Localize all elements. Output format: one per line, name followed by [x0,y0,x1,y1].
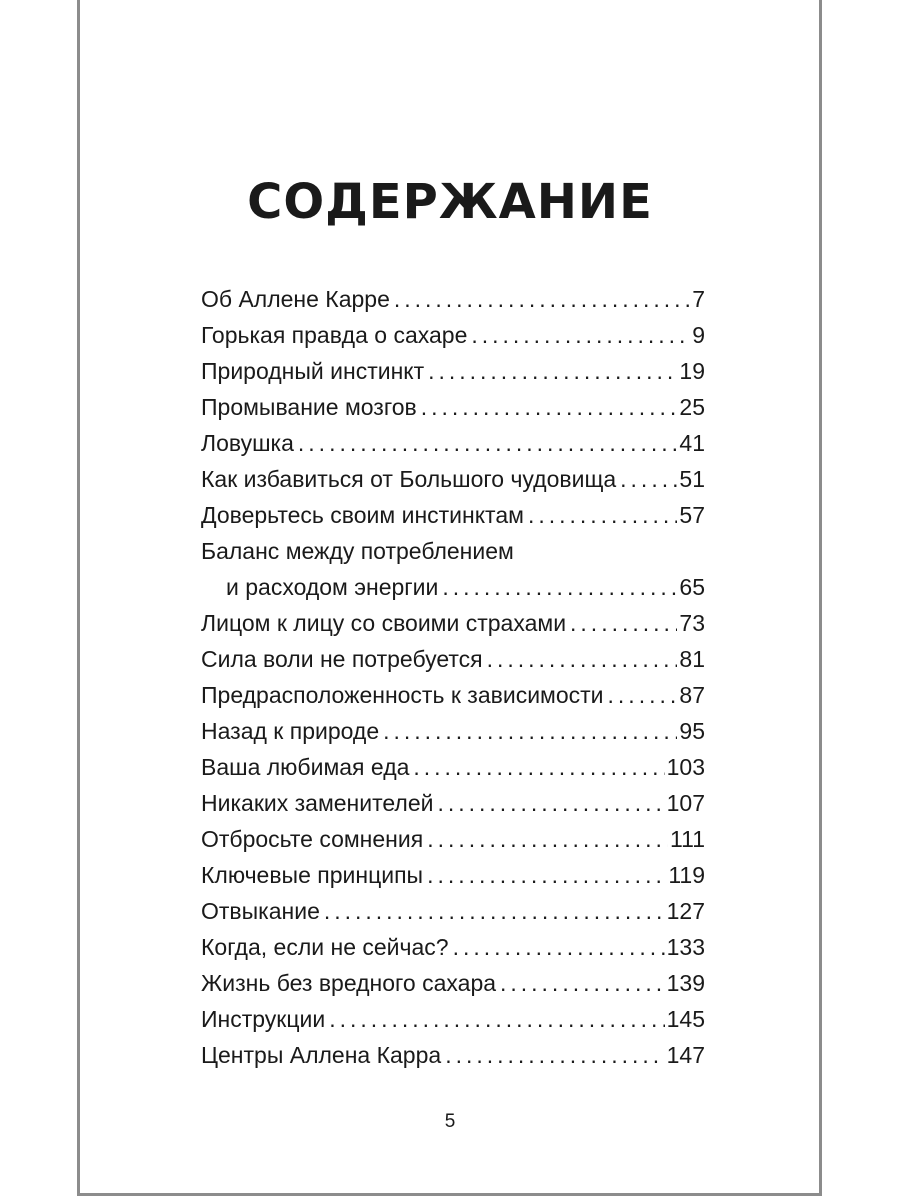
toc-entry-page: 119 [668,862,705,888]
toc-entry [201,857,705,893]
toc-entry [201,389,705,425]
toc-entry-title: Предрасположенность к зависимости [201,682,604,708]
dot-leader [427,857,666,893]
toc-entry-page: 25 [679,394,705,420]
toc-entry [201,893,705,929]
toc-entry [201,929,705,965]
toc-entry-title-line1: Баланс между потреблением [201,538,514,564]
toc-entry [201,641,705,677]
dot-leader [528,497,677,533]
toc-entry [201,317,705,353]
toc-entry-page: 65 [679,574,705,600]
dot-leader [394,281,690,317]
dot-leader [324,893,665,929]
toc-entry [201,605,705,641]
toc-entry-page: 111 [670,826,705,852]
toc-entry [201,713,705,749]
dot-leader [500,965,665,1001]
toc-entry-title: Когда, если не сейчас? [201,934,449,960]
toc-entry-page: 145 [666,1006,705,1032]
toc-entry-title: Промывание мозгов [201,394,417,420]
toc-entry [201,821,705,857]
toc-entry-title: Ваша любимая еда [201,754,410,780]
toc-entry-page: 57 [679,502,705,528]
dot-leader [608,677,678,713]
toc-entry-title: Жизнь без вредного сахара [201,970,497,996]
dot-leader [421,389,678,425]
toc-entry-title: Природный инстинкт [201,358,425,384]
toc-entry-title: Центры Аллена Карра [201,1042,442,1068]
dot-leader [471,317,690,353]
toc-entry-title: Ключевые принципы [201,862,424,888]
toc-entry-title: Ловушка [201,430,294,456]
toc-entry-page: 133 [666,934,705,960]
toc-entry-page: 127 [666,898,705,924]
dot-leader [442,569,677,605]
table-of-contents [201,281,705,1073]
toc-entry-page: 9 [692,322,705,348]
dot-leader [620,461,677,497]
toc-entry-page: 51 [679,466,705,492]
toc-entry-title: Об Аллене Карре [201,286,390,312]
toc-entry-page: 81 [679,646,705,672]
dot-leader [383,713,677,749]
toc-entry-page: 139 [666,970,705,996]
toc-entry-title: Лицом к лицу со своими страхами [201,610,567,636]
toc-entry-page: 95 [679,718,705,744]
toc-entry-title: Инструкции [201,1006,326,1032]
dot-leader [437,785,664,821]
toc-entry [201,677,705,713]
toc-entry-title: Назад к природе [201,718,380,744]
toc-entry [201,533,705,605]
toc-entry-title: Как избавиться от Большого чудовища [201,466,617,492]
toc-entry-title: Никаких заменителей [201,790,434,816]
dot-leader [487,641,678,677]
toc-entry [201,281,705,317]
page-number: 5 [444,1111,456,1132]
toc-entry [201,1001,705,1037]
toc-entry-page: 19 [679,358,705,384]
dot-leader [413,749,664,785]
toc-entry-title: Отбросьте сомнения [201,826,424,852]
toc-entry-page: 87 [679,682,705,708]
dot-leader [570,605,677,641]
toc-entry-page: 107 [666,790,705,816]
page-title: СОДЕРЖАНИЕ [247,174,653,230]
toc-entry [201,497,705,533]
toc-entry-title: Отвыкание [201,898,320,924]
dot-leader [329,1001,664,1037]
toc-entry-title: Доверьтесь своим инстинктам [201,502,524,528]
toc-entry-title: Горькая правда о сахаре [201,322,468,348]
toc-entry-page: 7 [692,286,705,312]
dot-leader [445,1037,664,1073]
toc-entry [201,1037,705,1073]
toc-entry [201,785,705,821]
toc-entry [201,749,705,785]
toc-entry-page: 73 [679,610,705,636]
toc-entry-page: 103 [666,754,705,780]
toc-entry [201,353,705,389]
toc-entry [201,425,705,461]
toc-entry [201,965,705,1001]
dot-leader [428,353,677,389]
toc-entry-page: 147 [666,1042,705,1068]
dot-leader [427,821,668,857]
toc-entry-page: 41 [679,430,705,456]
dot-leader [298,425,677,461]
toc-entry [201,461,705,497]
dot-leader [453,929,665,965]
toc-entry-title-line2: и расходом энергии [226,574,439,600]
toc-entry-title: Сила воли не потребуется [201,646,483,672]
